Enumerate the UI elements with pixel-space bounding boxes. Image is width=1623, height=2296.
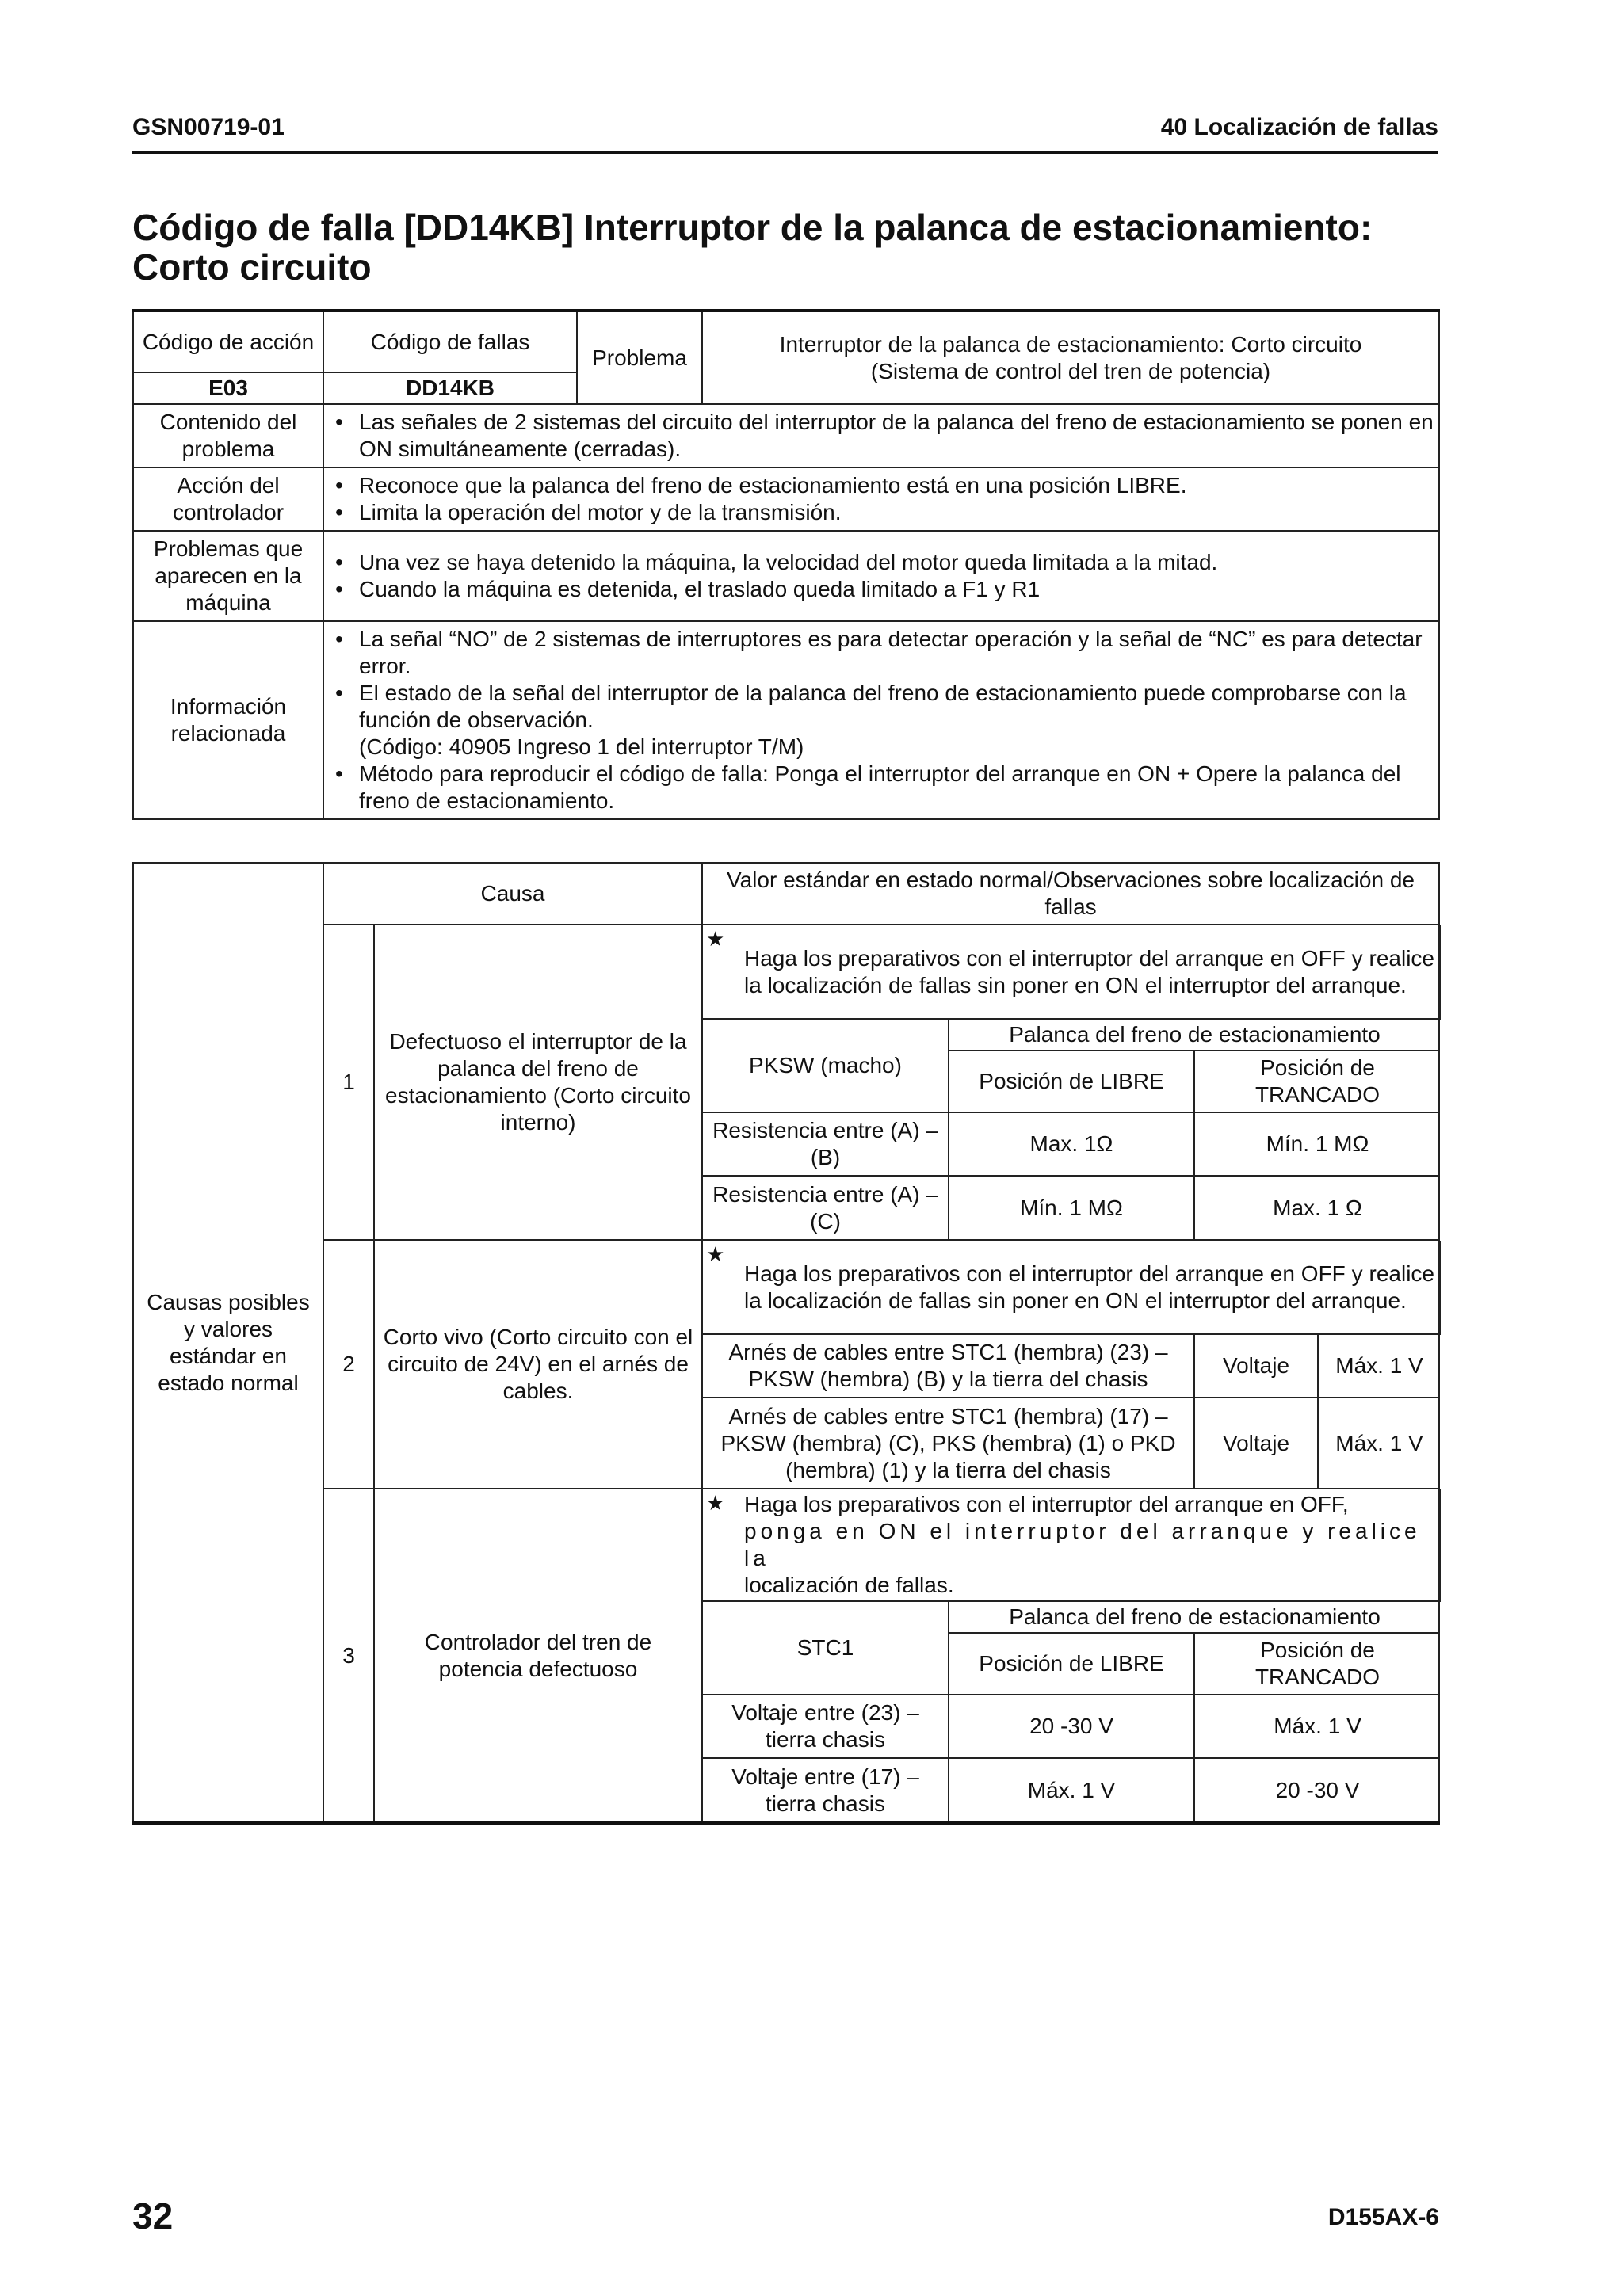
cause-2-text: Corto vivo (Corto circuito con el circuito de 24V) en el arnés de cables. — [374, 1240, 702, 1489]
related-info: • La señal “NO” de 2 sistemas de interruptores es para detectar operación y la señal de “NC” es para detectar error. • El estado de la señal del interruptor de la palanca del freno de estacionamiento puede comprobarse con la función de observación. (Código: 40905 Ingreso 1 del interruptor T/M) • Método para reproducir el código de falla: Ponga el interruptor del arranque en ON + Opere la palanca del freno de estacionamiento. — [323, 621, 1439, 819]
cause-3-group: Palanca del freno de estacionamiento — [949, 1601, 1440, 1633]
action-code-label: Código de acción — [133, 311, 323, 372]
causes-side-label: Causas posibles y valores estándar en estado normal — [133, 863, 323, 1823]
page-title: Código de falla [DD14KB] Interruptor de la palanca de estacionamiento: Corto circuito — [132, 207, 1373, 288]
section-title: 40 Localización de fallas — [1160, 114, 1438, 140]
cause-1-r1-a: Max. 1Ω — [949, 1112, 1194, 1176]
cause-1-r2-label: Resistencia entre (A) – (C) — [703, 1176, 949, 1239]
related-info-note: (Código: 40905 Ingreso 1 del interruptor T/M) — [359, 734, 804, 759]
cause-3-r2-b: 20 -30 V — [1194, 1758, 1440, 1821]
cause-3-detail — [703, 1489, 1441, 1821]
row-label-problem-content: Contenido del problema — [133, 404, 323, 467]
row-label-controller-action: Acción del controlador — [133, 467, 323, 531]
page-header — [132, 109, 1438, 154]
cause-1-col-b: Posición de TRANCADO — [1194, 1051, 1440, 1112]
value-header: Valor estándar en estado normal/Observaciones sobre localización de fallas — [702, 863, 1439, 925]
cause-2-r1-label: Arnés de cables entre STC1 (hembra) (23) – PKSW (hembra) (B) y la tierra del chasis — [703, 1334, 1194, 1398]
cause-1-group: Palanca del freno de estacionamiento — [949, 1019, 1440, 1051]
cause-3-number: 3 — [323, 1489, 374, 1823]
problem-description: Interruptor de la palanca de estacionamiento: Corto circuito (Sistema de control del tren de potencia) — [702, 311, 1439, 404]
cause-2-r2-value: Máx. 1 V — [1318, 1398, 1440, 1488]
cause-3-r1-label: Voltaje entre (23) – tierra chasis — [703, 1695, 949, 1758]
cause-3-r2-a: Máx. 1 V — [949, 1758, 1194, 1821]
cause-1-r1-b: Mín. 1 MΩ — [1194, 1112, 1440, 1176]
cause-1-number: 1 — [323, 925, 374, 1240]
cause-1-connector: PKSW (macho) — [703, 1019, 949, 1112]
cause-3-connector: STC1 — [703, 1601, 949, 1695]
cause-header: Causa — [323, 863, 702, 925]
cause-1-note: ★ Haga los preparativos con el interruptor del arranque en OFF y realice la localización de fallas sin poner en ON el interruptor del arranque. — [703, 925, 1440, 1019]
cause-1-text: Defectuoso el interruptor de la palanca del freno de estacionamiento (Corto circuito interno) — [374, 925, 702, 1240]
machine-problems: • Una vez se haya detenido la máquina, la velocidad del motor queda limitada a la mitad. • Cuando la máquina es detenida, el traslado queda limitado a F1 y R1 — [323, 531, 1439, 621]
cause-3-text: Controlador del tren de potencia defectuoso — [374, 1489, 702, 1823]
cause-3-r1-a: 20 -30 V — [949, 1695, 1194, 1758]
cause-2-detail — [703, 1241, 1441, 1488]
cause-3-col-b: Posición de TRANCADO — [1194, 1633, 1440, 1695]
cause-3-r1-b: Máx. 1 V — [1194, 1695, 1440, 1758]
fault-code: DD14KB — [323, 372, 577, 404]
cause-2-r1-value: Máx. 1 V — [1318, 1334, 1440, 1398]
model-code: D155AX-6 — [1327, 2204, 1439, 2230]
cause-3-r2-label: Voltaje entre (17) – tierra chasis — [703, 1758, 949, 1821]
cause-1-r2-b: Max. 1 Ω — [1194, 1176, 1440, 1239]
controller-action: • Reconoce que la palanca del freno de estacionamiento está en una posición LIBRE. • Limita la operación del motor y de la transmisión. — [323, 467, 1439, 531]
cause-2-r2-type: Voltaje — [1194, 1398, 1318, 1488]
causes-table — [132, 862, 1440, 1825]
cause-3-col-a: Posición de LIBRE — [949, 1633, 1194, 1695]
cause-2-r1-type: Voltaje — [1194, 1334, 1318, 1398]
cause-1-r2-a: Mín. 1 MΩ — [949, 1176, 1194, 1239]
document-code: GSN00719-01 — [132, 114, 285, 140]
fault-code-label: Código de fallas — [323, 311, 577, 372]
cause-1-col-a: Posición de LIBRE — [949, 1051, 1194, 1112]
problem-content: • Las señales de 2 sistemas del circuito del interruptor de la palanca del freno de estacionamiento se ponen en ON simultáneamente (cerradas). — [323, 404, 1439, 467]
cause-1-detail — [703, 925, 1441, 1239]
page-number: 32 — [132, 2195, 174, 2237]
cause-2-r2-label: Arnés de cables entre STC1 (hembra) (17) – PKSW (hembra) (C), PKS (hembra) (1) o PKD (hembra) (1) y la tierra del chasis — [703, 1398, 1194, 1488]
problem-label: Problema — [577, 311, 702, 404]
row-label-related-info: Información relacionada — [133, 621, 323, 819]
cause-2-note: ★ Haga los preparativos con el interruptor del arranque en OFF y realice la localización de fallas sin poner en ON el interruptor del arranque. — [703, 1241, 1440, 1334]
cause-2-number: 2 — [323, 1240, 374, 1489]
cause-3-note: ★ Haga los preparativos con el interruptor del arranque en OFF, ponga en ON el interruptor del arranque y realice la localización de fallas. — [703, 1489, 1440, 1601]
row-label-machine-problems: Problemas que aparecen en la máquina — [133, 531, 323, 621]
action-code: E03 — [133, 372, 323, 404]
cause-1-r1-label: Resistencia entre (A) – (B) — [703, 1112, 949, 1176]
fault-info-table — [132, 309, 1440, 820]
